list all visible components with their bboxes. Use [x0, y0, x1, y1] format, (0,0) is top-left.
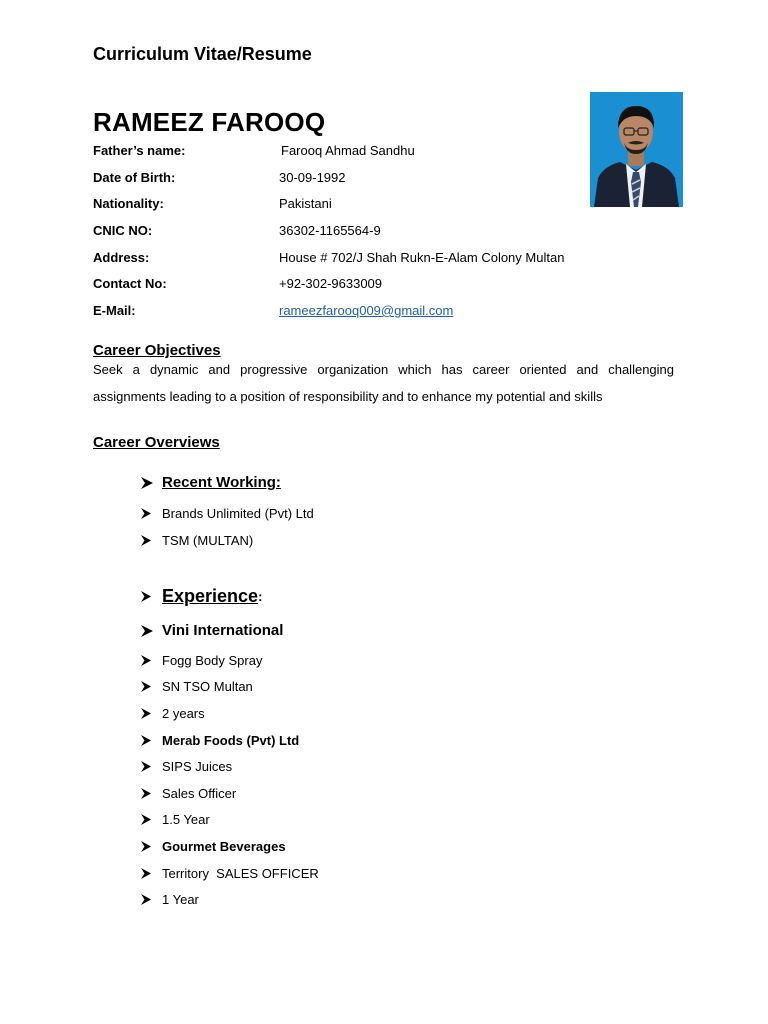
list-item: Sales Officer	[140, 786, 236, 801]
info-label-dob: Date of Birth:	[93, 170, 176, 185]
arrow-bullet-icon	[140, 681, 162, 692]
objective-line-1: Seek a dynamic and progressive organization which has career oriented and challenging	[93, 362, 674, 377]
arrow-bullet-icon	[140, 814, 162, 825]
info-value-contact: +92-302-9633009	[279, 276, 383, 291]
arrow-bullet-icon	[140, 868, 162, 879]
objective-line-2: assignments leading to a position of responsibility and to enhance my potential and skills	[93, 389, 603, 404]
info-value-father: Farooq Ahmad Sandhu	[281, 143, 415, 158]
career-objectives-heading: Career Objectives	[93, 342, 221, 359]
list-item: TSM (MULTAN)	[140, 533, 253, 548]
profile-photo	[590, 92, 683, 207]
arrow-bullet-icon	[140, 535, 162, 546]
info-value-nationality: Pakistani	[279, 196, 332, 211]
list-item: Merab Foods (Pvt) Ltd	[140, 733, 299, 748]
arrow-bullet-icon	[140, 841, 162, 852]
list-item: Brands Unlimited (Pvt) Ltd	[140, 506, 314, 521]
arrow-bullet-icon	[140, 735, 162, 746]
info-label-contact: Contact No:	[93, 276, 167, 291]
arrow-bullet-icon	[140, 788, 162, 799]
list-item: Fogg Body Spray	[140, 653, 262, 668]
list-item: Gourmet Beverages	[140, 839, 286, 854]
recent-working-heading: Recent Working:	[140, 474, 281, 491]
info-value-address: House # 702/J Shah Rukn-E-Alam Colony Multan	[279, 250, 565, 265]
arrow-bullet-icon	[140, 708, 162, 719]
person-photo-icon	[590, 92, 683, 207]
email-link[interactable]: rameezfarooq009@gmail.com	[279, 303, 454, 318]
list-item: Vini International	[140, 622, 283, 639]
arrow-bullet-icon	[140, 508, 162, 519]
list-item: Territory SALES OFFICER	[140, 866, 319, 881]
info-label-nationality: Nationality:	[93, 196, 164, 211]
career-objectives-text	[93, 356, 674, 410]
candidate-name: RAMEEZ FAROOQ	[93, 107, 326, 137]
info-label-cnic: CNIC NO:	[93, 223, 153, 238]
experience-heading: Experience :	[140, 586, 262, 607]
arrow-bullet-icon	[140, 761, 162, 772]
document-title: Curriculum Vitae/Resume	[93, 44, 312, 64]
info-value-cnic: 36302-1165564-9	[279, 223, 381, 238]
info-label-father: Father’s name:	[93, 143, 186, 158]
list-item: 1 Year	[140, 892, 199, 907]
list-item: 2 years	[140, 706, 205, 721]
arrow-bullet-icon	[140, 894, 162, 905]
arrow-bullet-icon	[140, 655, 162, 666]
info-label-address: Address:	[93, 250, 150, 265]
list-item: SN TSO Multan	[140, 679, 253, 694]
arrow-bullet-icon	[140, 591, 162, 602]
list-item: 1.5 Year	[140, 812, 210, 827]
career-overviews-heading: Career Overviews	[93, 434, 220, 451]
info-label-email: E-Mail:	[93, 303, 136, 318]
info-value-dob: 30-09-1992	[279, 170, 346, 185]
arrow-bullet-icon	[140, 477, 162, 489]
list-item: SIPS Juices	[140, 759, 232, 774]
arrow-bullet-icon	[140, 625, 162, 637]
